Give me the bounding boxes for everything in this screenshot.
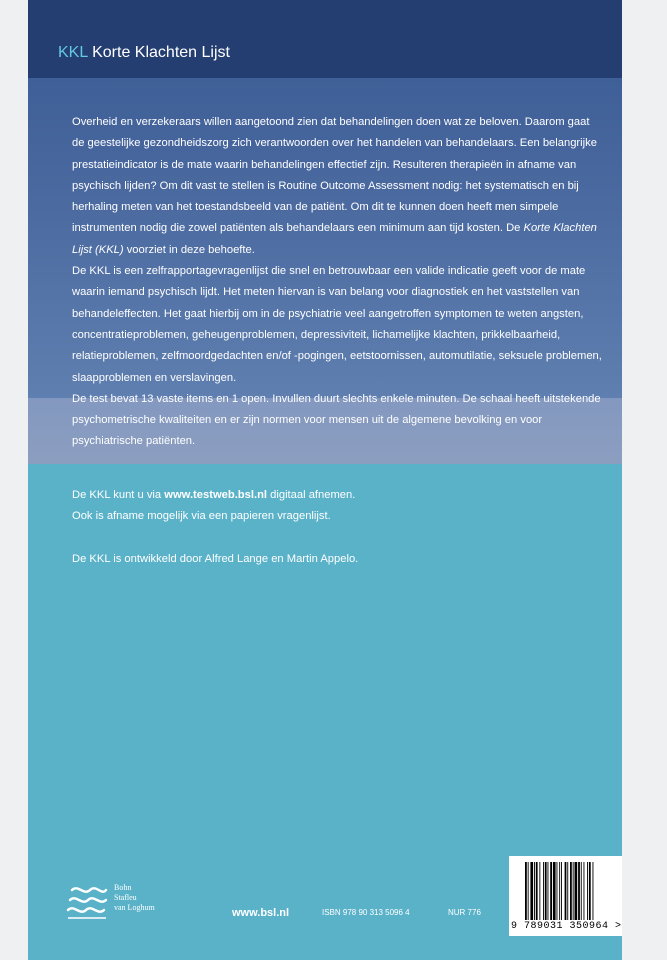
publisher-name — [114, 883, 155, 913]
title-abbreviation: KKL — [58, 44, 88, 61]
paragraph-authors: De KKL is ontwikkeld door Alfred Lange en Martin Appelo. — [72, 552, 359, 565]
page-margin — [622, 0, 667, 960]
nur-label: NUR 776 — [448, 908, 481, 917]
paragraph-intro — [72, 112, 602, 261]
description-text — [72, 112, 602, 453]
publisher-logo-icon — [66, 882, 110, 922]
publisher-website-link[interactable]: www.bsl.nl — [232, 907, 290, 919]
barcode-bars-icon — [525, 862, 619, 920]
book-title — [58, 44, 230, 62]
paragraph-test-info: De test bevat 13 vaste items en 1 open. Invullen duurt slechts enkele minuten. De schaal heeft uitstekende psychometrische kwaliteiten en er zijn normen voor mensen uit de algemene bevolking en voor psychiatrische patiënten. — [72, 392, 601, 448]
paragraph-intro-text: Overheid en verzekeraars willen aangetoond zien dat behandelingen doen wat ze beloven. Daarom gaat de geestelijke gezondheidszorg zich verantwoorden over het handelen van behandelaars. Een belangrijke prestatieindicator is de mate waarin behandelingen effectief zijn. Resulteren therapieën in afname van psychisch lijden? Om dit vast te stellen is Routine Outcome Assessment nodig: het systematisch en bij herhaling meten van het toestandsbeeld van de patiënt. Om dit te kunnen doen heeft men simpele instrumenten nodig die zowel patiënten als behandelaars een minimum aan tijd kosten. De — [72, 116, 597, 235]
isbn-label: ISBN 978 90 313 5096 4 — [322, 908, 410, 917]
book-back-cover — [28, 0, 622, 960]
paragraph-intro-end: voorziet in deze behoefte. — [123, 243, 255, 256]
publisher-line-3: van Loghum — [114, 903, 155, 912]
paragraph-digital-text: De KKL kunt u via — [72, 489, 165, 501]
testweb-link[interactable]: www.testweb.bsl.nl — [164, 489, 268, 501]
title-text: Korte Klachten Lijst — [92, 44, 230, 61]
barcode — [509, 856, 622, 936]
publisher-line-2: Stafleu — [114, 893, 137, 902]
header-band — [28, 0, 622, 78]
publisher-line-1: Bohn — [114, 883, 132, 892]
book-title-inline: Korte Klachten Lijst (KKL) — [72, 222, 597, 256]
paragraph-digital — [72, 485, 602, 506]
paragraph-digital-end: digitaal afnemen. — [267, 489, 356, 501]
spacer — [72, 528, 602, 549]
paragraph-description: De KKL is een zelfrapportagevragenlijst die snel en betrouwbaar een valide indicatie geeft voor de mate waarin iemand psychisch lijdt. Het meten hiervan is van belang voor diagnostiek en het vaststellen van behandeleffecten. Het gaat hierbij om in de psychiatrie veel aangetroffen symptomen te weten angsten, concentratieproblemen, geheugenproblemen, depressiviteit, lichamelijke klachten, prikkelbaarheid, relatieproblemen, zelfmoordgedachten en/of -pogingen, eetstoornissen, automutilatie, seksuele problemen, slaapproblemen en verslavingen. — [72, 265, 602, 384]
availability-text — [72, 485, 602, 570]
barcode-digits: 9 789031 350964 > — [511, 921, 622, 932]
paragraph-paper: Ook is afname mogelijk via een papieren vragenlijst. — [72, 510, 331, 523]
